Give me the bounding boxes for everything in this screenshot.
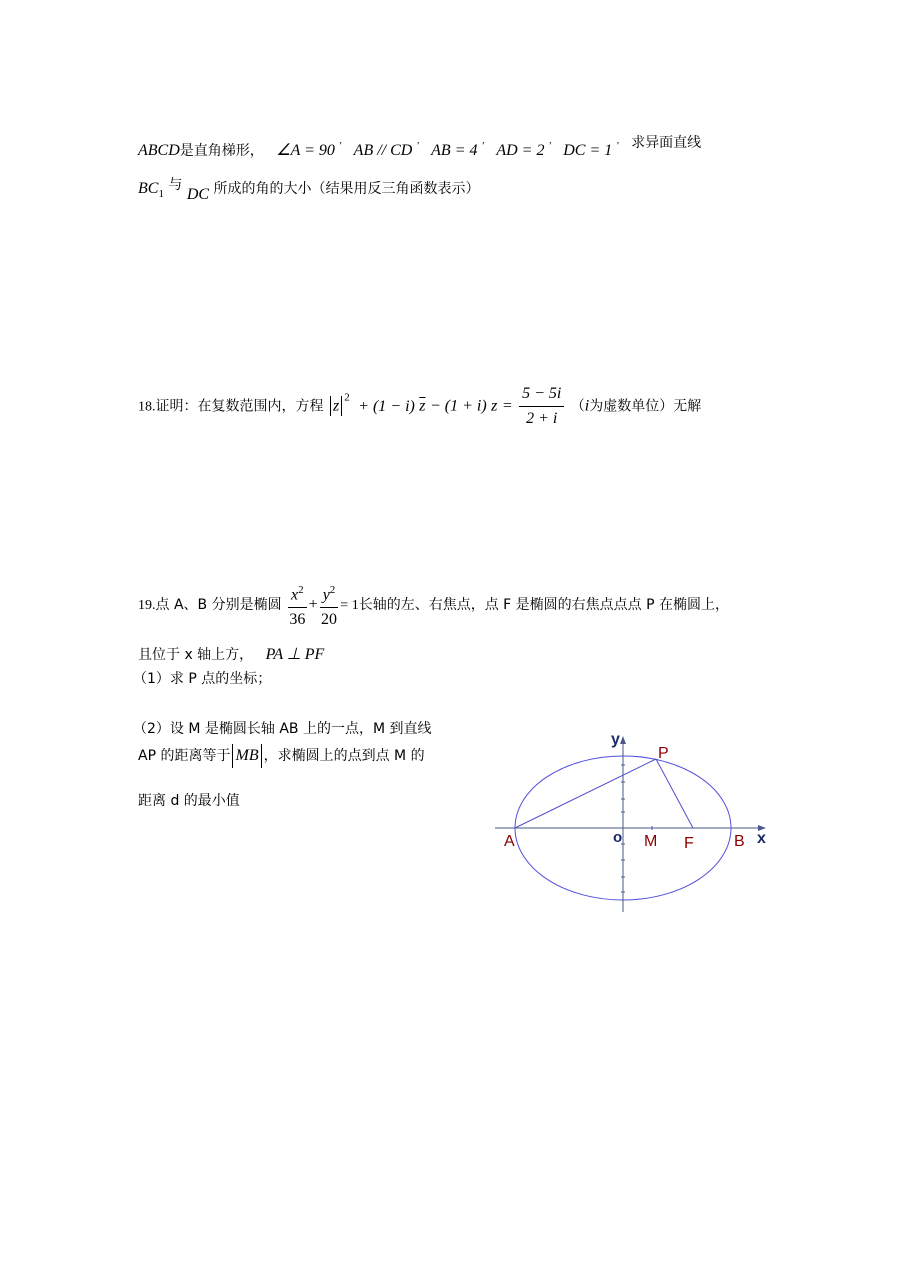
q19-text-major-axis: 长轴的左、右焦点，点 F 是椭圆的右焦点点点 P 在椭圆上， [358, 597, 729, 614]
ellipse-figure [490, 722, 780, 922]
prime-mark: ' [616, 140, 619, 152]
q19-part2-line2 [138, 744, 425, 768]
point-a-label: A [504, 833, 515, 850]
prime-mark: ' [548, 140, 551, 152]
q17-line2 [138, 174, 480, 204]
fraction-denominator: 20 [320, 611, 337, 629]
fraction-denominator: 2 + i [526, 410, 558, 427]
q17-line1 [138, 132, 701, 160]
point-b-label: B [734, 833, 745, 850]
math-bc1: BC [138, 180, 159, 197]
abs-bar-right [261, 744, 262, 768]
point-m-label: M [644, 833, 658, 850]
point-p-label: P [658, 745, 669, 762]
math-fraction-y [320, 580, 339, 630]
math-superscript: 2 [298, 584, 304, 596]
math-pa-perp-pf: PA ⊥ PF [265, 646, 325, 663]
q18-text-prove: 证明：在复数范围内，方程 [155, 398, 324, 415]
q19-part2-line1: （2）设 M 是椭圆长轴 AB 上的一点，M 到直线 [133, 721, 432, 737]
q17-text-and: 与 [168, 177, 183, 193]
math-superscript: 2 [329, 584, 336, 596]
q17-text-find: 求异面直线 [631, 135, 702, 151]
segment-pf [656, 759, 693, 828]
q18-text-imag-unit: 为虚数单位）无解 [589, 398, 702, 415]
math-dc-length: DC = 1 [563, 142, 613, 159]
q19-part1: （1）求 P 点的坐标； [133, 671, 272, 687]
abs-bar-right [341, 396, 342, 416]
math-ab-parallel-cd: AB // CD [353, 142, 413, 159]
point-f-label: F [684, 835, 694, 852]
prime-mark: ' [481, 140, 484, 152]
q17-text-angle-size: 所成的角的大小（结果用反三角函数表示） [213, 181, 480, 197]
math-fraction-x [288, 580, 307, 630]
prime-mark: ' [416, 140, 419, 152]
abs-bar-left [232, 744, 233, 768]
fraction-numerator [288, 580, 307, 608]
math-square: 2 [344, 391, 350, 404]
x-axis-label: x [757, 830, 766, 847]
math-mb: MB [235, 747, 259, 764]
math-plus: + [308, 596, 318, 614]
math-term-1-minus-i: + (1 − i) [358, 397, 415, 415]
math-sub1: 1 [158, 188, 164, 200]
math-y: y [322, 586, 330, 604]
math-fraction [519, 384, 564, 429]
segment-ap [515, 759, 656, 828]
math-zbar: $\overline{z}$ [419, 397, 426, 415]
q18-paren-open: （ [570, 398, 585, 415]
q19-line1 [138, 580, 729, 630]
q17-text-right-trapezoid: 是直角梯形， [179, 143, 264, 159]
y-axis-label: y [611, 731, 620, 748]
math-ab-length: AB = 4 [431, 142, 478, 159]
math-term-1-plus-i: − (1 + i) [429, 397, 487, 415]
fraction-denominator: 36 [289, 611, 306, 629]
origin-label: o [613, 829, 623, 846]
q19-part2-line3: 距离 d 的最小值 [138, 793, 240, 809]
math-x: x [291, 586, 299, 604]
q19-line2 [138, 644, 324, 664]
math-i: i [584, 397, 590, 415]
q18-line [138, 384, 701, 429]
y-axis-arrow [620, 736, 626, 744]
math-equals: = [501, 397, 513, 415]
q19-text-find-points: ，求椭圆上的点到点 M 的 [263, 748, 425, 764]
fraction-numerator [320, 580, 339, 608]
math-angle-a: ∠A = 90 [276, 142, 335, 159]
fraction-numerator: 5 − 5i [519, 384, 564, 407]
math-z: z [332, 397, 340, 415]
q19-number: 19. [138, 598, 156, 614]
q18-number: 18. [138, 399, 156, 415]
q19-text-above-x: 且位于 x 轴上方， [138, 647, 254, 663]
abs-bar-left [330, 396, 331, 416]
math-equals-one: = 1 [340, 598, 359, 614]
math-abcd: ABCD [138, 142, 180, 159]
math-z2: z [491, 397, 498, 415]
math-ad-length: AD = 2 [496, 142, 545, 159]
q19-text-points: 点 A、B 分别是椭圆 [155, 597, 282, 614]
q19-text-ap-distance: AP 的距离等于 [138, 748, 231, 764]
prime-mark: ' [338, 140, 342, 152]
math-dc: DC [186, 186, 210, 203]
